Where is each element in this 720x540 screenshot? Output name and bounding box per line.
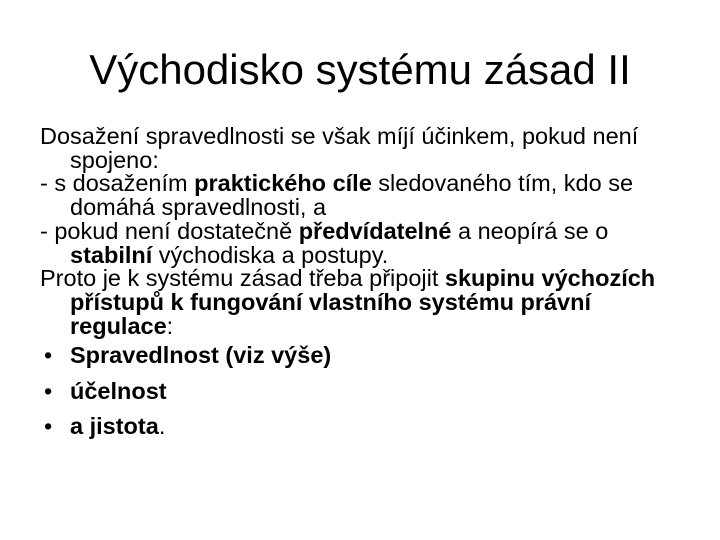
paragraph-2-bold: praktického cíle	[194, 170, 372, 197]
bullet-item	[40, 409, 680, 445]
paragraph-3	[40, 217, 680, 268]
paragraph-4-text-a: Proto je k systému zásad třeba připojit	[40, 265, 445, 292]
paragraph-1	[40, 125, 680, 172]
paragraph-4-text-b: :	[166, 312, 174, 339]
bullet-dot-icon: •	[44, 413, 53, 440]
paragraph-3-bold-a: předvídatelné	[298, 217, 452, 244]
bullet-dot-icon: •	[44, 377, 53, 404]
bullet-item-bold: a jistota	[70, 413, 159, 440]
bullet-item	[40, 374, 680, 410]
paragraph-1-text: Dosažení spravedlnosti se však míjí účinkem, pokud není spojeno:	[40, 123, 639, 173]
paragraph-4	[40, 267, 680, 338]
paragraph-3-text-b: a neopírá se o	[451, 217, 609, 244]
paragraph-3-bold-b: stabilní	[70, 241, 153, 268]
bullet-item-bold: účelnost	[70, 377, 167, 404]
paragraph-2-text-a: - s dosažením	[40, 170, 195, 197]
bullet-item	[40, 338, 680, 374]
paragraph-2-text-b: sledovaného tím, kdo se domáhá spravedlnosti, a	[70, 170, 634, 221]
slide-body	[40, 125, 680, 445]
paragraph-4-bold: skupinu výchozích přístupů k fungování vlastního systému právní regulace	[70, 265, 656, 339]
slide-title: Východisko systému zásad II	[89, 46, 631, 93]
bullet-item-bold: Spravedlnost (viz výše)	[70, 342, 332, 369]
bullet-list	[40, 338, 680, 445]
paragraph-2	[40, 172, 680, 219]
paragraph-3-text-c: východiska a postupy.	[152, 241, 389, 268]
paragraph-3-text-a: - pokud není dostatečně	[40, 217, 299, 244]
bullet-dot-icon: •	[44, 342, 53, 369]
bullet-item-text: .	[158, 413, 166, 440]
